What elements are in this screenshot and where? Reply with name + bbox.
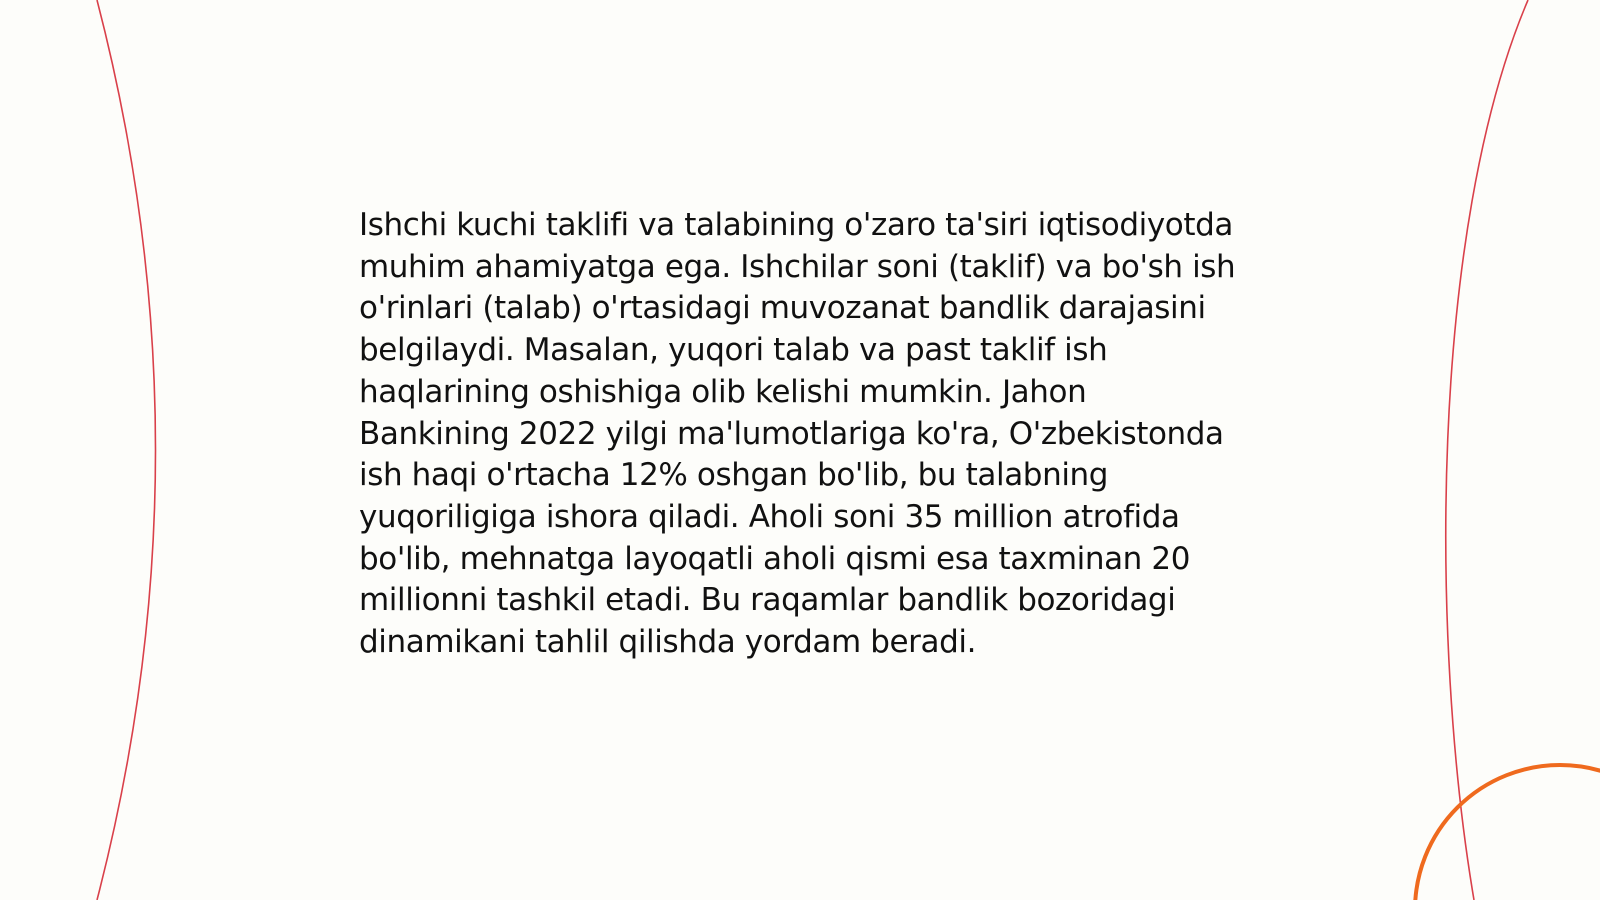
right-curve-line xyxy=(1446,0,1528,900)
orange-arc xyxy=(1415,765,1600,900)
left-curve-line xyxy=(97,0,156,900)
body-paragraph: Ishchi kuchi taklifi va talabining o'zaro ta'siri iqtisodiyotda muhim ahamiyatga ega. Ishchilar soni (taklif) va bo'sh ish o'rinlari (talab) o'rtasidagi muvozanat bandlik darajasini belgilaydi. Masalan, yuqori talab va past taklif ish haqlarining oshishiga olib kelishi mumkin. Jahon Bankining 2022 yilgi ma'lumotlariga ko'ra, O'zbekistonda ish haqi o'rtacha 12% oshgan bo'lib, bu talabning yuqoriligiga ishora qiladi. Aholi soni 35 million atrofida bo'lib, mehnatga layoqatli aholi qismi esa taxminan 20 millionni tashkil etadi. Bu raqamlar bandlik bozoridagi dinamikani tahlil qilishda yordam beradi. xyxy=(359,207,1236,661)
